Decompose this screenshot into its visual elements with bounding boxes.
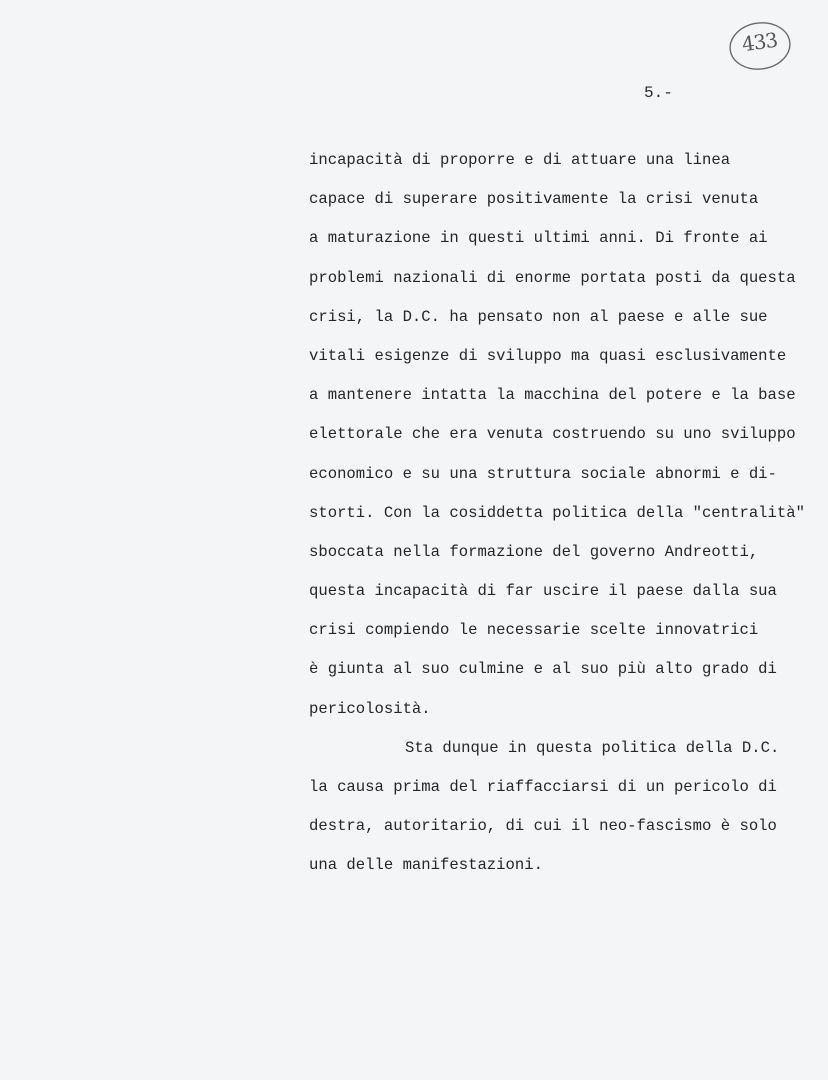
text-line: una delle manifestazioni.: [309, 856, 543, 875]
text-line: la causa prima del riaffacciarsi di un pericolo di: [309, 778, 777, 796]
text-line: pericolosità.: [309, 699, 431, 718]
text-line: storti. Con la cosiddetta politica della "centralità": [309, 503, 805, 522]
text-line: a mantenere intatta la macchina del potere e la base: [309, 386, 796, 405]
text-line: crisi, la D.C. ha pensato non al paese e alle sue: [309, 307, 768, 326]
body-text: [309, 148, 828, 893]
text-line: vitali esigenze di sviluppo ma quasi esclusivamente: [309, 346, 787, 365]
text-line: capace di superare positivamente la crisi venuta: [309, 190, 759, 209]
paragraph-1: [309, 148, 828, 736]
text-line: sboccata nella formazione del governo Andreotti,: [309, 542, 759, 561]
text-line: destra, autoritario, di cui il neo-fascismo è solo: [309, 817, 777, 836]
page-number: 5.-: [644, 84, 673, 102]
text-line: economico e su una struttura sociale abnormi e di-: [309, 464, 777, 483]
text-line: elettorale che era venuta costruendo su uno sviluppo: [309, 425, 796, 444]
paragraph-2: [309, 736, 828, 893]
text-line: a maturazione in questi ultimi anni. Di fronte ai: [309, 229, 768, 248]
text-line: crisi compiendo le necessarie scelte innovatrici: [309, 621, 759, 640]
text-line: è giunta al suo culmine e al suo più alto grado di: [309, 660, 777, 679]
text-line: Sta dunque in questa politica della D.C.: [405, 738, 780, 757]
archive-number: 433: [740, 27, 779, 57]
text-line: incapacità di proporre e di attuare una linea: [309, 151, 731, 169]
archive-number-stamp: [725, 16, 796, 76]
text-line: problemi nazionali di enorme portata posti da questa: [309, 268, 796, 287]
text-line: questa incapacità di far uscire il paese dalla sua: [309, 582, 777, 601]
